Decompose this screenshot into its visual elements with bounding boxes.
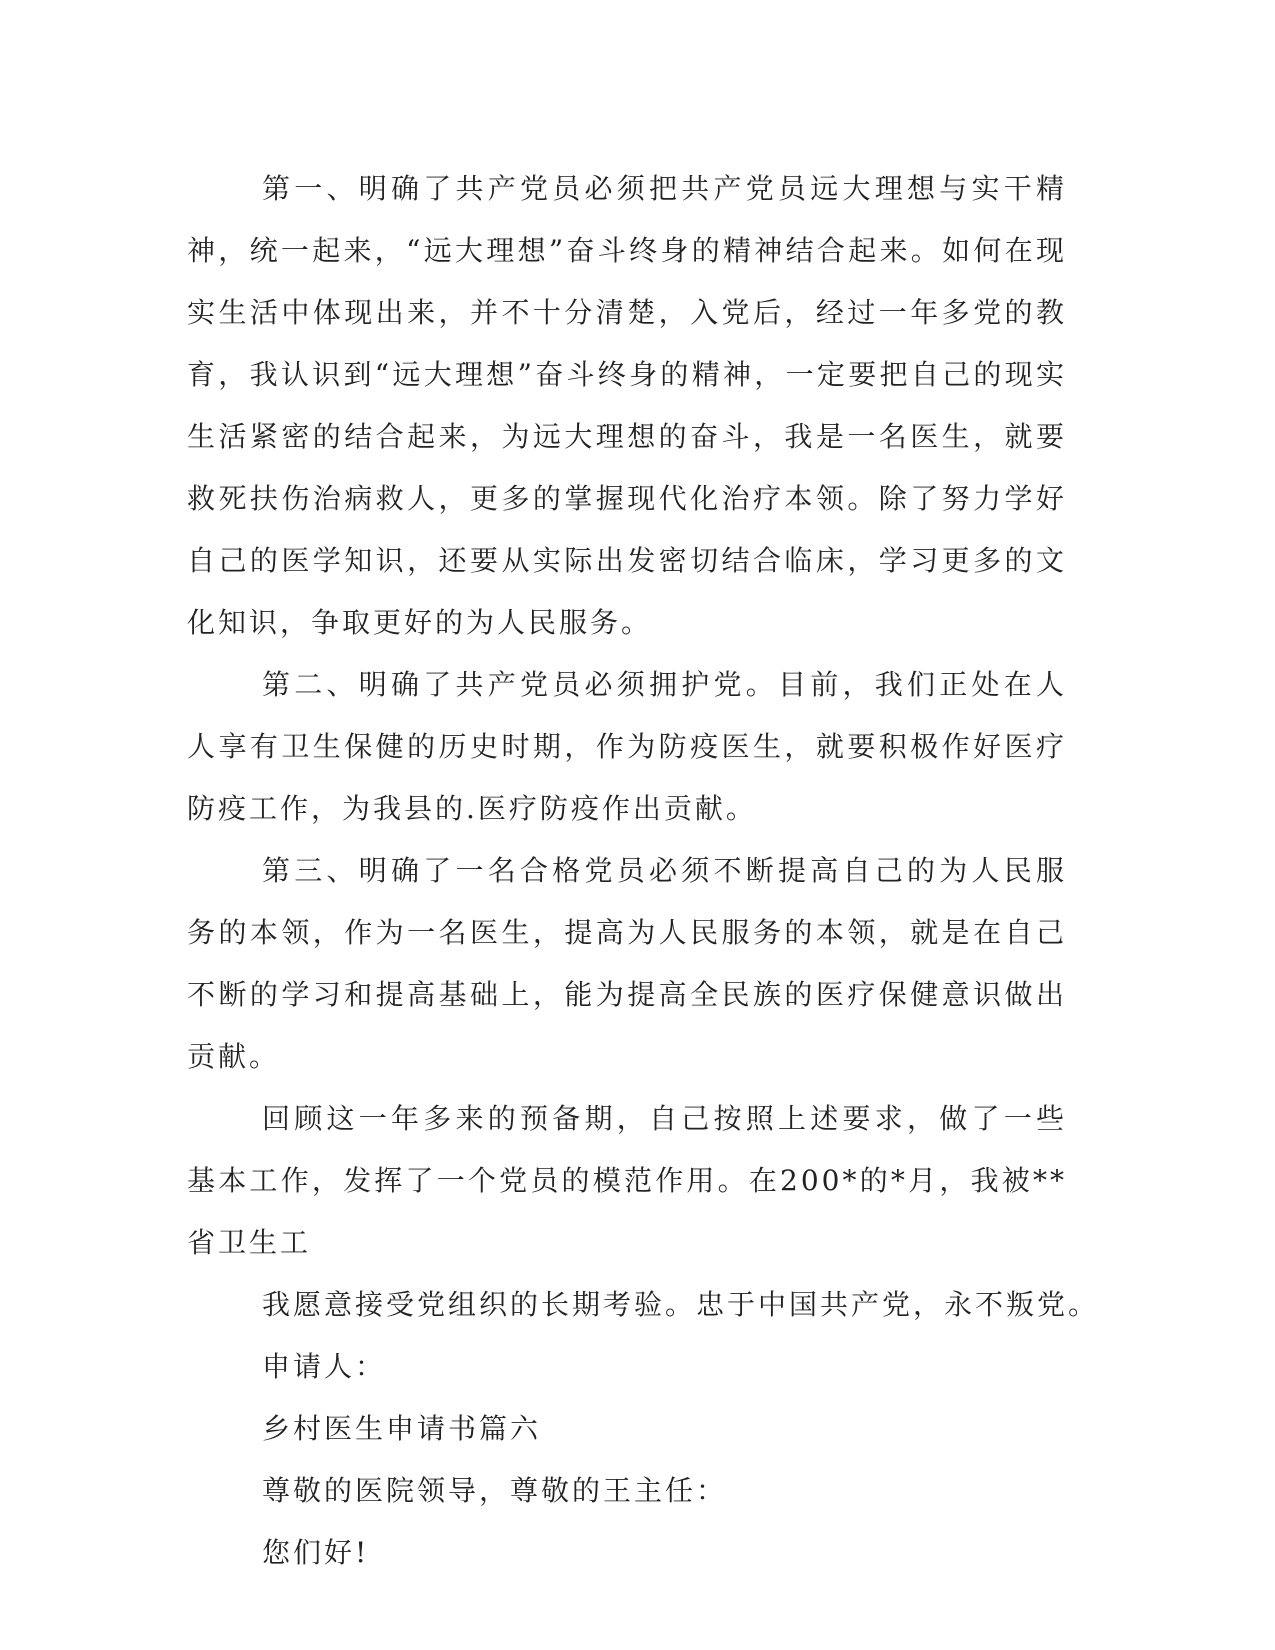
document-body	[187, 158, 1100, 1584]
salutation-line: 尊敬的医院领导，尊敬的王主任：	[262, 1474, 728, 1507]
paragraph-first-point: 第一、明确了共产党员必须把共产党员远大理想与实干精神，统一起来，“远大理想”奋斗终身的精神结合起来。如何在现实生活中体现出来，并不十分清楚，入党后，经过一年多党的教育，我认识到“远大理想”奋斗终身的精神，一定要把自己的现实生活紧密的结合起来，为远大理想的奋斗，我是一名医生，就要救死扶伤治病救人，更多的掌握现代化治疗本领。除了努力学好自己的医学知识，还要从实际出发密切结合临床，学习更多的文化知识，争取更好的为人民服务。	[187, 172, 1067, 639]
paragraph-third-point: 第三、明确了一名合格党员必须不断提高自己的为人民服务的本领，作为一名医生，提高为人民服务的本领，就是在自己不断的学习和提高基础上，能为提高全民族的医疗保健意识做出贡献。	[187, 854, 1067, 1073]
greeting-line: 您们好!	[262, 1536, 370, 1569]
applicant-line: 申请人：	[262, 1350, 387, 1383]
paragraph-second-point: 第二、明确了共产党员必须拥护党。目前，我们正处在人人享有卫生保健的历史时期，作为防疫医生，就要积极作好医疗防疫工作，为我县的.医疗防疫作出贡献。	[187, 668, 1067, 825]
section-heading: 乡村医生申请书篇六	[262, 1412, 542, 1445]
paragraph-review: 回顾这一年多来的预备期，自己按照上述要求，做了一些基本工作，发挥了一个党员的模范作用。在200*的*月，我被**省卫生工	[187, 1102, 1067, 1259]
pledge-line: 我愿意接受党组织的长期考验。忠于中国共产党，永不叛党。	[262, 1288, 1100, 1321]
